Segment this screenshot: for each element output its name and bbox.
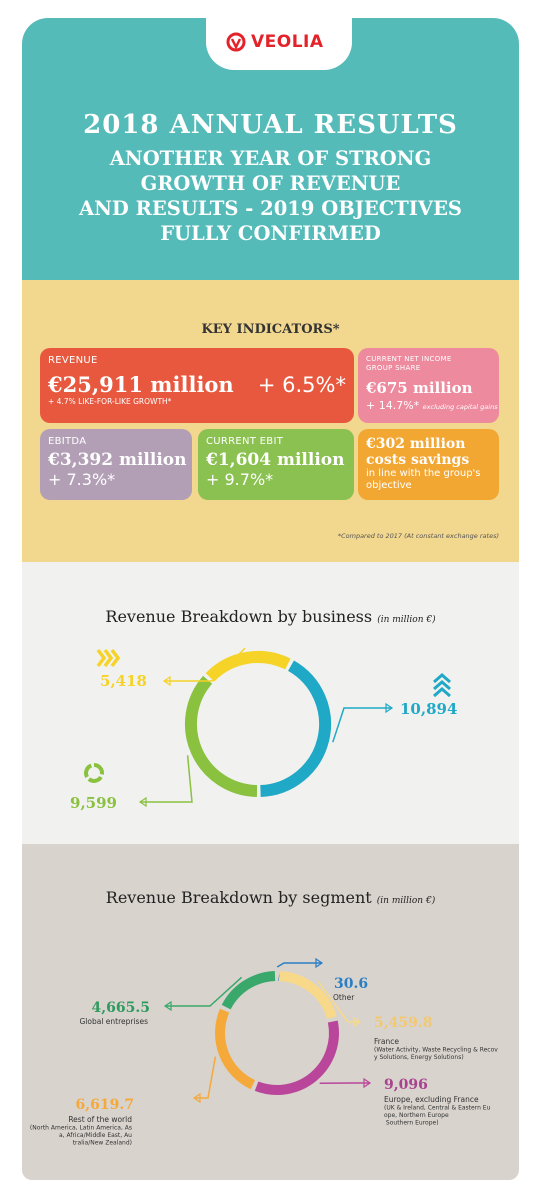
recycle-segment bbox=[86, 766, 91, 778]
business-donut-chart bbox=[22, 562, 519, 844]
savings-note: in line with the group's objective bbox=[366, 468, 481, 491]
wave-stroke bbox=[434, 689, 450, 696]
value-label-global-entreprises: 4,665.5 bbox=[91, 1000, 150, 1016]
ebit-change: + 9.7%* bbox=[206, 470, 274, 489]
value-label-energy: 5,418 bbox=[100, 672, 147, 690]
description-line: tralia/New Zealand) bbox=[72, 1139, 132, 1147]
slice-global-entreprises bbox=[226, 976, 275, 1007]
slice-europe-excluding-france bbox=[257, 1022, 334, 1090]
ebitda-value: €3,392 million bbox=[48, 450, 187, 470]
description-line: y Solutions, Energy Solutions) bbox=[374, 1054, 464, 1061]
infographic-card bbox=[22, 18, 519, 1180]
net-income-label: CURRENT NET INCOME GROUP SHARE bbox=[366, 355, 452, 372]
segment-description-other bbox=[333, 993, 355, 1002]
description-line: a, Africa/Middle East, Au bbox=[58, 1132, 132, 1139]
value-label-europe-excluding-france: 9,096 bbox=[384, 1077, 428, 1093]
key-indicators-footnote: *Compared to 2017 (At constant exchange rates) bbox=[337, 532, 499, 540]
veolia-logo bbox=[226, 32, 324, 52]
description-line: (Water Activity, Waste Recycling & Recov bbox=[374, 1046, 498, 1054]
revenue-box bbox=[40, 348, 354, 423]
recycle-segment bbox=[94, 765, 102, 774]
leader-line-rest-of-the-world bbox=[194, 1057, 215, 1098]
slice-france bbox=[279, 976, 332, 1018]
net-income-change: + 14.7%* bbox=[366, 399, 420, 412]
value-label-other: 30.6 bbox=[334, 976, 369, 992]
slice-energy bbox=[210, 657, 288, 677]
ebit-box bbox=[198, 429, 354, 500]
value-label-waste: 9,599 bbox=[70, 794, 117, 812]
business-chart-section bbox=[22, 562, 519, 844]
water-waves-icon bbox=[434, 675, 450, 696]
revenue-note: + 4.7% LIKE-FOR-LIKE GROWTH* bbox=[48, 397, 172, 406]
description-line: Europe, excluding France bbox=[384, 1095, 479, 1104]
slice-waste bbox=[191, 680, 257, 791]
description-line: Global entreprises bbox=[79, 1017, 148, 1026]
revenue-label: REVENUE bbox=[48, 355, 98, 366]
description-line: Other bbox=[333, 993, 355, 1002]
net-income-box bbox=[358, 348, 499, 423]
savings-box bbox=[358, 429, 499, 500]
chevron-stroke bbox=[98, 650, 104, 666]
value-label-rest-of-the-world: 6,619.7 bbox=[75, 1097, 134, 1113]
slice-water bbox=[261, 666, 326, 791]
description-line: (North America, Latin America, As bbox=[29, 1124, 132, 1132]
ebitda-label: EBITDA bbox=[48, 436, 87, 447]
segment-donut-chart bbox=[22, 844, 519, 1180]
energy-chevrons-icon bbox=[98, 650, 118, 666]
page-title: 2018 ANNUAL RESULTS bbox=[83, 110, 458, 140]
business-chart-unit: (in million €) bbox=[377, 615, 436, 625]
revenue-value: €25,911 million bbox=[48, 372, 234, 397]
segment-chart-title: Revenue Breakdown by segment bbox=[105, 888, 372, 907]
segment-description-france bbox=[374, 1037, 498, 1061]
description-line: ope, Northern Europe bbox=[384, 1112, 449, 1119]
leader-line-other bbox=[277, 963, 322, 967]
description-line: France bbox=[374, 1037, 399, 1046]
key-indicators-section bbox=[22, 280, 519, 562]
ebitda-box bbox=[40, 429, 192, 500]
description-line: Rest of the world bbox=[68, 1115, 132, 1124]
header-section bbox=[22, 18, 519, 280]
value-label-france: 5,459.8 bbox=[374, 1015, 433, 1031]
savings-value: €302 million bbox=[366, 436, 466, 452]
key-indicators-title: KEY INDICATORS* bbox=[201, 322, 340, 337]
recycle-icon bbox=[86, 765, 102, 781]
business-chart-title: Revenue Breakdown by business bbox=[105, 607, 373, 626]
segment-description-global-entreprises bbox=[79, 1017, 148, 1026]
description-line: (UK & Ireland, Central & Eastern Eu bbox=[384, 1104, 491, 1112]
description-line: Southern Europe) bbox=[384, 1119, 439, 1127]
value-label-water: 10,894 bbox=[400, 700, 458, 718]
leader-line-waste bbox=[140, 755, 192, 802]
ebitda-change: + 7.3%* bbox=[48, 470, 116, 489]
slice-rest-of-the-world bbox=[220, 1011, 253, 1085]
ebit-value: €1,604 million bbox=[206, 450, 345, 470]
logo-text: VEOLIA bbox=[251, 32, 324, 52]
savings-line2: costs savings bbox=[366, 452, 470, 468]
revenue-change: + 6.5%* bbox=[257, 373, 346, 397]
segment-chart-unit: (in million €) bbox=[376, 896, 436, 906]
segment-description-rest-of-the-world bbox=[30, 1115, 132, 1147]
net-income-note: excluding capital gains bbox=[422, 403, 498, 411]
leader-line-water bbox=[333, 708, 392, 742]
recycle-segment bbox=[89, 777, 101, 781]
net-income-value: €675 million bbox=[366, 379, 473, 397]
page-subtitle: ANOTHER YEAR OF STRONG GROWTH OF REVENUE AND RESULTS - 2019 OBJECTIVES FULLY CONFIRMED bbox=[78, 147, 463, 245]
ebit-label: CURRENT EBIT bbox=[206, 436, 284, 447]
segment-description-europe-excluding-france bbox=[384, 1095, 491, 1127]
veolia-logo-icon bbox=[226, 32, 246, 52]
segment-chart-section bbox=[22, 844, 519, 1180]
